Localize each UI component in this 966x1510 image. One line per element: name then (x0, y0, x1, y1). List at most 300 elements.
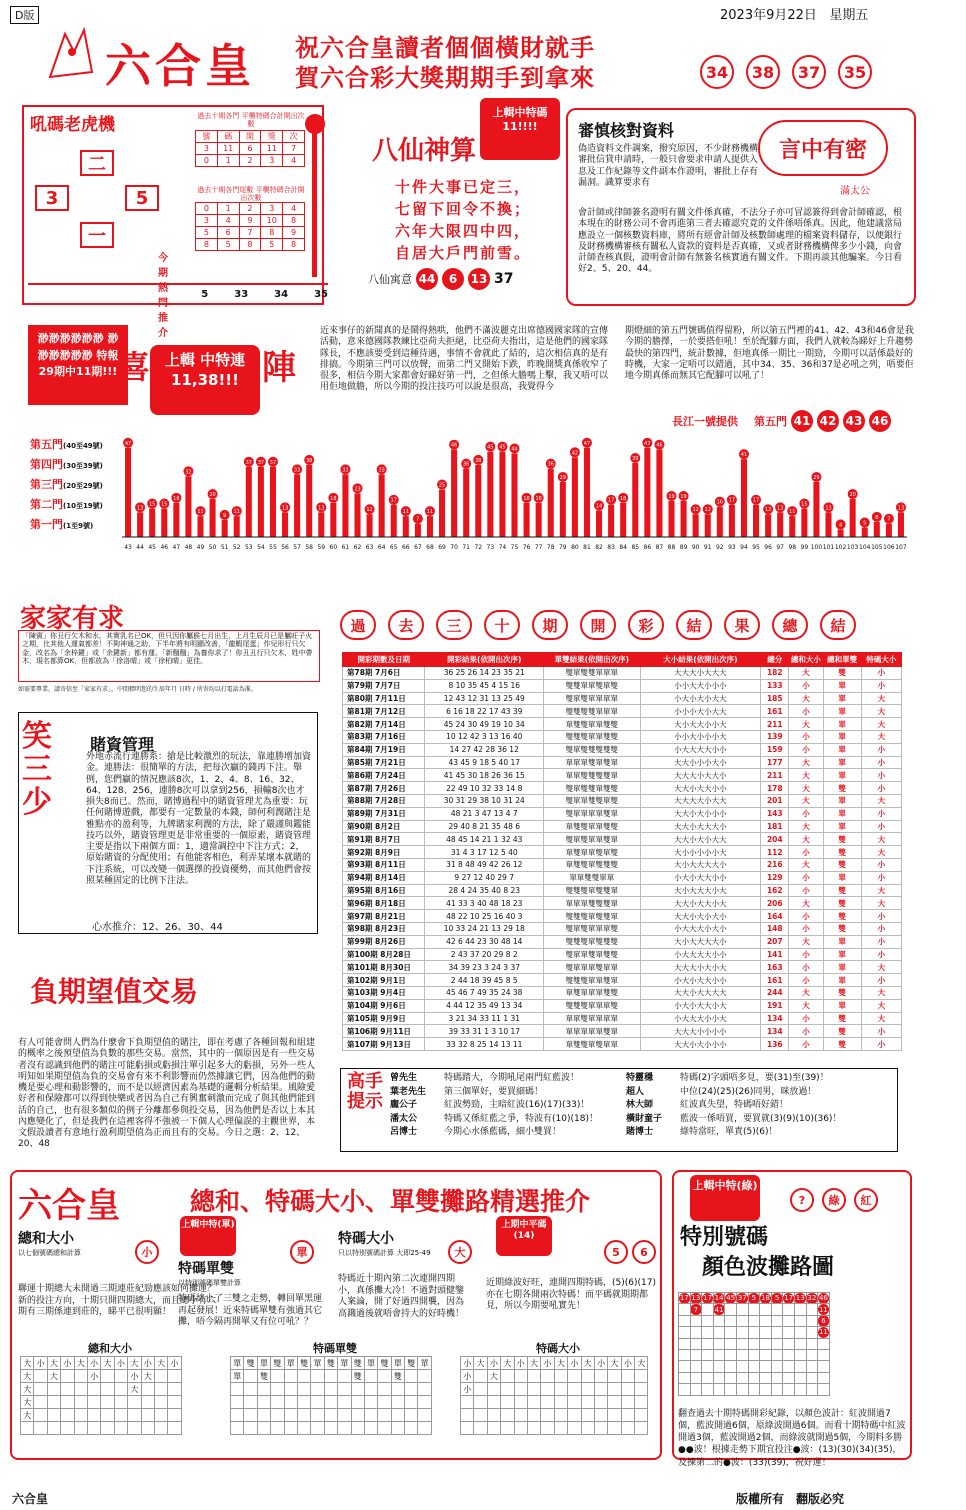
grid-cell (794, 1315, 806, 1326)
table-cell: 小 (861, 820, 901, 833)
table-cell: 第96期 8月18日 (343, 897, 425, 910)
grid-row (231, 1422, 432, 1435)
chart-bar (270, 467, 276, 537)
table-cell: 小 (789, 910, 823, 923)
grid-row (679, 1304, 830, 1315)
chart-data-label: 45 (487, 444, 494, 451)
grid-cell (61, 1409, 74, 1422)
table-cell: 小 (861, 922, 901, 935)
table-cell: 小 (861, 769, 901, 782)
chart-bar (596, 510, 602, 537)
table-cell: 雙 (823, 922, 861, 935)
grid-cell (364, 1370, 377, 1383)
ev-title: 負期望值交易 (30, 975, 199, 1008)
col-sub: 以特別號碼單雙計算 (178, 1279, 241, 1287)
table-cell: 143 (761, 807, 789, 820)
grid-cell: 17 (679, 1294, 689, 1303)
chart-x-tick: 45 (148, 544, 157, 551)
grid-cell: 7 (690, 1304, 702, 1315)
table-cell: 小 (861, 756, 901, 769)
intent-number: 37 (494, 271, 514, 287)
poem-line: 六年大限四中四， (395, 222, 532, 240)
grid-cell (608, 1383, 621, 1396)
grid-cell (244, 1396, 257, 1409)
table-cell: 2 43 37 20 29 8 2 (425, 948, 544, 961)
chart-bar (439, 490, 445, 537)
logo-title: 六合皇 (105, 39, 255, 93)
table-cell: 159 (761, 743, 789, 756)
table-row (343, 948, 902, 961)
grid-cell (74, 1383, 87, 1396)
grid-row (461, 1422, 648, 1435)
special-title: 特別號碼 (680, 1225, 769, 1250)
table-row (343, 1038, 902, 1051)
table-cell: 41 45 30 18 26 36 15 (425, 769, 544, 782)
grid-cell: 大 (141, 1370, 154, 1383)
table-cell: 42 6 44 23 30 48 14 (425, 935, 544, 948)
table-cell: 182 (761, 667, 789, 680)
table-cell: 48 21 3 47 13 4 7 (425, 807, 544, 820)
grid-cell: 小 (168, 1357, 181, 1370)
table-cell: 單雙雙單雙單單 (544, 1038, 641, 1051)
table-cell: 161 (761, 705, 789, 718)
grid-cell: 單 (284, 1357, 297, 1370)
chart-bar (741, 459, 747, 537)
grid-cell (378, 1370, 391, 1383)
grid-cell (461, 1409, 474, 1422)
table-cell: 雙雙雙單單單雙 (544, 999, 641, 1012)
grid-cell: 37 (737, 1294, 747, 1303)
grid-row (231, 1357, 432, 1370)
grid-cell (101, 1422, 114, 1435)
legend-item: 第一門(1至9號) (30, 518, 94, 531)
table-cell: 小 (789, 807, 823, 820)
grid-cell (594, 1409, 607, 1422)
grid-cell (324, 1409, 337, 1422)
grid-cell: 小 (514, 1357, 527, 1370)
table-cell: 第82期 7月14日 (343, 718, 425, 731)
table-cell: 大 (789, 986, 823, 999)
grid-cell: 45 (726, 1294, 736, 1303)
grid-cell (231, 1409, 244, 1422)
chart-bar (197, 516, 203, 537)
chart-x-tick: 87 (655, 544, 664, 551)
chart-bar (330, 503, 336, 537)
grid-cell (806, 1384, 818, 1395)
chart-data-label: 18 (330, 495, 337, 502)
grid-cell (231, 1383, 244, 1396)
chart-bar (584, 448, 590, 537)
grid-cell (74, 1409, 87, 1422)
chart-x-tick: 50 (208, 544, 217, 551)
table-cell: 單雙單單單雙雙 (544, 986, 641, 999)
chart-x-tick: 52 (232, 544, 241, 551)
chart-data-label: 17 (607, 497, 615, 504)
bet-foot: 心水推介：12、26、30、44 (92, 922, 223, 933)
table-cell: 小 (861, 974, 901, 987)
chart-data-label: 36 (547, 461, 554, 468)
chart-data-label: 38 (475, 457, 482, 464)
chart-bar (511, 453, 517, 537)
table-cell: 雙雙雙單單雙單 (544, 974, 641, 987)
chart-x-tick: 91 (703, 544, 712, 551)
chart-bar (620, 503, 626, 537)
chart-data-label: 11 (426, 509, 434, 516)
table-cell: 大 (789, 692, 823, 705)
grid-cell: 大 (101, 1357, 114, 1370)
chart-x-tick: 48 (184, 544, 193, 551)
expert-row (626, 1070, 894, 1084)
grid-row (461, 1383, 648, 1396)
table-cell: 雙雙雙單雙雙單 (544, 884, 641, 897)
table-cell: 單 (823, 756, 861, 769)
table-cell: 小 (789, 871, 823, 884)
bet-body: 外地赤流行連勝系：搶是比較激烈的玩法，靠連勝增加資金。連勝法：很簡單的方法，把每次贏的錢再下注。舉例，您們贏的情況應該8次，1、2、4、8、16、32、64、128、256，連勝8次可以拿到256，損輸8次也才損失8而已。然而，賭博過程中的賭資管理尤為重要：玩任何賭博遊戲，都要有一定數量的本錢，師何利潤賭注是雅點亦的盈利等，九牌賭家利潤的方法，除了嚴謹與鑑能技巧以外，賭資管理更是非常重要的一個原素，賭資管理主要是指以下兩個方面：1，適當調控中下注方式；2，原始賭資的分配使用；有他能客相色，利弄某壞本就賭的下注系統，可以改變一個選擇的投資優勢，而其他們會按照某種固定的比例下注法。 (86, 752, 312, 886)
grid-cell (679, 1349, 691, 1360)
chart-x-tick: 49 (196, 544, 205, 551)
table-cell: 大 (861, 705, 901, 718)
chart-x-tick: 102 (834, 544, 847, 551)
special-tag: 紅 (854, 1188, 878, 1212)
table-cell: 第100期 8月28日 (343, 948, 425, 961)
grid-cell (311, 1370, 324, 1383)
grid-row (21, 1396, 182, 1409)
col-sub: 只以特別號碼計算 大即25-49 (338, 1249, 431, 1257)
table-cell: 雙雙雙單單雙雙 (544, 730, 641, 743)
grid-cell: 大 (47, 1357, 60, 1370)
grid-cell (154, 1396, 167, 1409)
chart-data-label: 20 (209, 492, 216, 499)
grid-cell (128, 1422, 141, 1435)
results-column-header: 特碼大小 (861, 653, 901, 667)
chart-bar (463, 469, 469, 537)
grid-cell (364, 1383, 377, 1396)
slot-title: 吼碼老虎機 (30, 115, 115, 135)
table-cell: 單 (823, 948, 861, 961)
grid-cell (581, 1422, 594, 1435)
grid-cell (725, 1349, 737, 1360)
grid-cell (514, 1396, 527, 1409)
table-row (343, 769, 902, 782)
chart-x-tick: 63 (365, 544, 374, 551)
grid-cell (297, 1396, 310, 1409)
past-title-char: 果 (724, 610, 760, 640)
table-row (343, 692, 902, 705)
grid-cell (679, 1315, 691, 1326)
col-sub: 以七個號碼總和計算 (18, 1249, 81, 1257)
grid-cell (794, 1349, 806, 1360)
chart-data-label: 15 (149, 501, 156, 508)
expert-tip: 第三個單好，要買細碼！ (444, 1086, 544, 1097)
grid-cell: 5 (771, 1293, 783, 1304)
chart-data-label: 13 (897, 505, 905, 512)
past-title-char: 過 (340, 610, 376, 640)
chart-data-label: 39 (632, 455, 639, 462)
table-cell: 單單雙雙雙雙單 (544, 769, 641, 782)
grid-cell (568, 1396, 581, 1409)
article-1: 近來事仔的新聞真的是鬧得熱哄，他們不滿波麗克出席德國國家隊的宣傳活動，意來德國隊教練比亞荷夫拒絕，比亞荷夫指出，這是他們的國家隊隊長，不應該要受到這種待遇，事情不會就此了結的，這次相信真的是有排搞。今期第三門可以放聲，而第二門又開始下跌，昨晚開獎真係收窄了很多，相信今期大家都會好睇好第一門，之但係大膽嗎上擊，我又唔可以用佢地做膽，所以今期的投注技巧可以說是很高，我覺得今 (320, 326, 609, 393)
grid-cell (141, 1396, 154, 1409)
expert-row (390, 1084, 620, 1098)
slot-stats-grid-2: 0 1 2 3 4 3 4 9 10 8 5 6 7 8 9 8 5 8 5 8 (195, 202, 305, 251)
table-cell: 大小大大小小大 (640, 718, 761, 731)
table-cell: 大 (861, 794, 901, 807)
grid-cell (713, 1372, 725, 1383)
grid-cell (514, 1409, 527, 1422)
grid-cell (391, 1409, 404, 1422)
grid-cell (760, 1372, 772, 1383)
grid-cell (271, 1409, 284, 1422)
table-cell: 第95期 8月16日 (343, 884, 425, 897)
chart-x-tick: 66 (401, 544, 410, 551)
chart-bar (451, 450, 457, 537)
table-cell: 小 (861, 935, 901, 948)
table-cell: 第90期 8月2日 (343, 820, 425, 833)
grid-cell (527, 1370, 540, 1383)
table-cell: 單 (823, 743, 861, 756)
table-cell: 134 (761, 1025, 789, 1038)
grid-cell: 小 (461, 1383, 474, 1396)
grid-row (461, 1396, 648, 1409)
grid-cell: 雙 (351, 1357, 364, 1370)
chart-x-tick: 94 (740, 544, 748, 551)
chart-data-label: 18 (523, 495, 530, 502)
grid-cell (690, 1315, 702, 1326)
grid-cell (324, 1422, 337, 1435)
grid-cell (311, 1396, 324, 1409)
table-cell: 206 (761, 897, 789, 910)
grid-cell (806, 1372, 818, 1383)
chart-data-label: 47 (644, 440, 651, 447)
chart-bar (813, 482, 819, 537)
chart-bar (729, 505, 735, 537)
table-cell: 6 16 18 22 17 43 39 (425, 705, 544, 718)
chart-bar (850, 499, 856, 537)
table-cell: 小 (789, 1025, 823, 1038)
expert-tip: 中位(24)(25)(26)同男，咪放過！ (680, 1086, 817, 1097)
chart-bar (185, 476, 191, 537)
grid-cell: 單 (418, 1357, 431, 1370)
family-body: 「陳賓」你丑行欠木和水，其實乳名已OK，但只因你屬猴七月出生，上月生辰月已是屬旺子火之期，比其他人運氣都差！不夠神通之助，下半年將有明顯改善，「龍蝦尾蛋」作兒形行只欠金，改名為「余梓鍵」或「余鍵新」都有運。「新翹翹」為養你求了！你丑丑行只欠木，姓中帶木，現名都算OK，但都放為「徐洛晴」或「徐柏晴」更佳。 (22, 632, 313, 666)
chart-data-label: 20 (849, 492, 856, 499)
grid-cell (34, 1370, 47, 1383)
grid-cell: 大 (554, 1357, 567, 1370)
chart-data-label: 37 (257, 459, 265, 466)
table-cell: 大小大大大大小 (640, 858, 761, 871)
table-cell: 小 (789, 705, 823, 718)
table-cell: 9 27 12 40 29 7 (425, 871, 544, 884)
table-cell: 小 (789, 730, 823, 743)
chart-data-label: 47 (124, 440, 132, 447)
table-cell: 單單單雙雙雙單 (544, 897, 641, 910)
table-cell: 3 21 34 33 11 1 31 (425, 1012, 544, 1025)
grid-cell (501, 1370, 514, 1383)
grid-cell (748, 1361, 760, 1372)
grid-cell (794, 1327, 806, 1338)
chart-bar (668, 501, 674, 537)
article-ball: 46 (869, 410, 891, 432)
chart-data-label: 38 (306, 457, 313, 464)
chart-data-label: 45 (499, 444, 506, 451)
trend-grid (230, 1356, 432, 1435)
table-cell: 單 (823, 794, 861, 807)
grid-cell (783, 1384, 795, 1395)
grid-cell: 雙 (257, 1370, 270, 1383)
grid-cell (418, 1370, 431, 1383)
table-cell: 大 (789, 718, 823, 731)
past-title-char: 結 (820, 610, 856, 640)
table-row (343, 1025, 902, 1038)
grid-cell (527, 1383, 540, 1396)
grid-cell: 13 (795, 1294, 805, 1303)
grid-cell (541, 1370, 554, 1383)
grid-cell (568, 1370, 581, 1383)
grid-row (461, 1409, 648, 1422)
chart-bar (137, 512, 143, 537)
grid-cell (621, 1422, 634, 1435)
table-cell: 雙 (823, 1025, 861, 1038)
past-title-char: 彩 (628, 610, 664, 640)
grid-cell: 大 (487, 1370, 500, 1383)
chart-bar (354, 493, 360, 537)
grid-row (679, 1372, 830, 1383)
slot-reel: 二 (80, 150, 114, 176)
chart-x-tick: 97 (776, 544, 785, 551)
chart-x-tick: 100 (810, 544, 823, 551)
expert-row (626, 1124, 894, 1138)
table-cell: 雙雙雙雙單單單 (544, 705, 641, 718)
chart-data-label: 9 (223, 512, 227, 519)
chart-x-tick: 89 (679, 544, 688, 551)
chart-bar (536, 503, 542, 537)
grid-cell (244, 1383, 257, 1396)
grid-cell (608, 1409, 621, 1422)
grid-cell (101, 1383, 114, 1396)
grid-cell (514, 1383, 527, 1396)
grid-cell: 32 (807, 1294, 817, 1303)
grid-cell: 大 (527, 1357, 540, 1370)
grid-cell: 小 (114, 1357, 127, 1370)
past-title-char: 十 (484, 610, 520, 640)
grid-cell: 大 (21, 1409, 34, 1422)
table-cell: 小大小大大小大 (640, 999, 761, 1012)
grid-cell (771, 1361, 783, 1372)
grid-cell: 單 (257, 1357, 270, 1370)
grid-cell (818, 1372, 830, 1383)
grid-cell (748, 1338, 760, 1349)
article-ball: 41 (791, 410, 813, 432)
chart-bar (125, 448, 131, 537)
chart-data-label: 37 (269, 459, 277, 466)
grid-cell (474, 1370, 487, 1383)
table-cell: 31 4 3 17 12 5 40 (425, 846, 544, 859)
grid-cell (725, 1361, 737, 1372)
grid-cell (581, 1396, 594, 1409)
grid-cell (527, 1409, 540, 1422)
grid-cell: 單 (231, 1357, 244, 1370)
chart-x-tick: 54 (257, 544, 265, 551)
table-cell: 大大大大小大大 (640, 794, 761, 807)
grid-cell (783, 1372, 795, 1383)
chart-data-label: 47 (583, 440, 591, 447)
table-cell: 大 (789, 769, 823, 782)
chart-x-tick: 103 (846, 544, 859, 551)
grid-cell (679, 1372, 691, 1383)
chart-x-tick: 53 (244, 544, 253, 551)
chart-bar (838, 529, 844, 537)
expert-tip: 特碼踏大，今期吼尾兩門紅藍波！ (444, 1073, 580, 1084)
table-row (343, 999, 902, 1012)
grid-cell (679, 1361, 691, 1372)
table-cell: 大小小小小小大 (640, 846, 761, 859)
grid-cell (418, 1422, 431, 1435)
table-cell: 第105期 9月9日 (343, 1012, 425, 1025)
table-cell: 第79期 7月7日 (343, 679, 425, 692)
grid-cell (101, 1370, 114, 1383)
table-cell: 30 31 29 38 10 31 24 (425, 794, 544, 807)
number-ball: 34 (700, 55, 734, 89)
grid-cell (621, 1383, 634, 1396)
grid-cell (690, 1384, 702, 1395)
weekday-text: 星期五 (829, 8, 869, 23)
grid-row (21, 1357, 182, 1370)
grid-cell (418, 1409, 431, 1422)
table-cell: 單雙雙單單雙雙 (544, 718, 641, 731)
col-body: 特碼終止了三雙之走勢，轉回單黑運再起發展！近來特碼單雙有強過其它攤，唔今隔再開單又有位可吼？？ (178, 1294, 323, 1328)
table-cell: 第86期 7月24日 (343, 769, 425, 782)
table-cell: 大 (861, 833, 901, 846)
grid-cell (806, 1327, 818, 1338)
chart-bar (572, 457, 578, 537)
grid-cell (568, 1409, 581, 1422)
grid-cell (702, 1338, 714, 1349)
table-cell: 單單單雙單雙單 (544, 756, 641, 769)
grid-cell (378, 1409, 391, 1422)
table-cell: 大 (861, 692, 901, 705)
chart-x-tick: 59 (317, 544, 326, 551)
grid-cell (61, 1370, 74, 1383)
grid-cell (806, 1315, 818, 1326)
grid-cell (257, 1422, 270, 1435)
grid-cell (378, 1422, 391, 1435)
chart-data-label: 32 (185, 469, 192, 476)
number-ball: 35 (838, 55, 872, 89)
chart-data-label: 29 (559, 474, 566, 481)
table-cell: 第98期 8月23日 (343, 922, 425, 935)
table-cell: 134 (761, 1012, 789, 1025)
table-cell: 單 (823, 935, 861, 948)
grid-cell (405, 1370, 418, 1383)
chart-bar (379, 474, 385, 537)
grid-cell (168, 1370, 181, 1383)
chart-data-label: 23 (354, 486, 361, 493)
table-cell: 單 (823, 999, 861, 1012)
chart-bar (524, 503, 530, 537)
hot-pick-number: 35 (314, 288, 328, 300)
table-cell: 大 (789, 999, 823, 1012)
grid-cell (702, 1361, 714, 1372)
grid-cell: 17 (784, 1294, 794, 1303)
grid-cell (168, 1422, 181, 1435)
grid-cell: 6 (818, 1315, 830, 1326)
grid-cell: 18 (760, 1294, 770, 1303)
grid-row (231, 1383, 432, 1396)
secret-badge: 言中有密 (758, 120, 888, 176)
grid-cell (311, 1383, 324, 1396)
grid-cell (760, 1349, 772, 1360)
grid-cell (351, 1422, 364, 1435)
expert-tip: 特碼(2)字頭唔多見，要(31)至(39)！ (680, 1073, 829, 1084)
